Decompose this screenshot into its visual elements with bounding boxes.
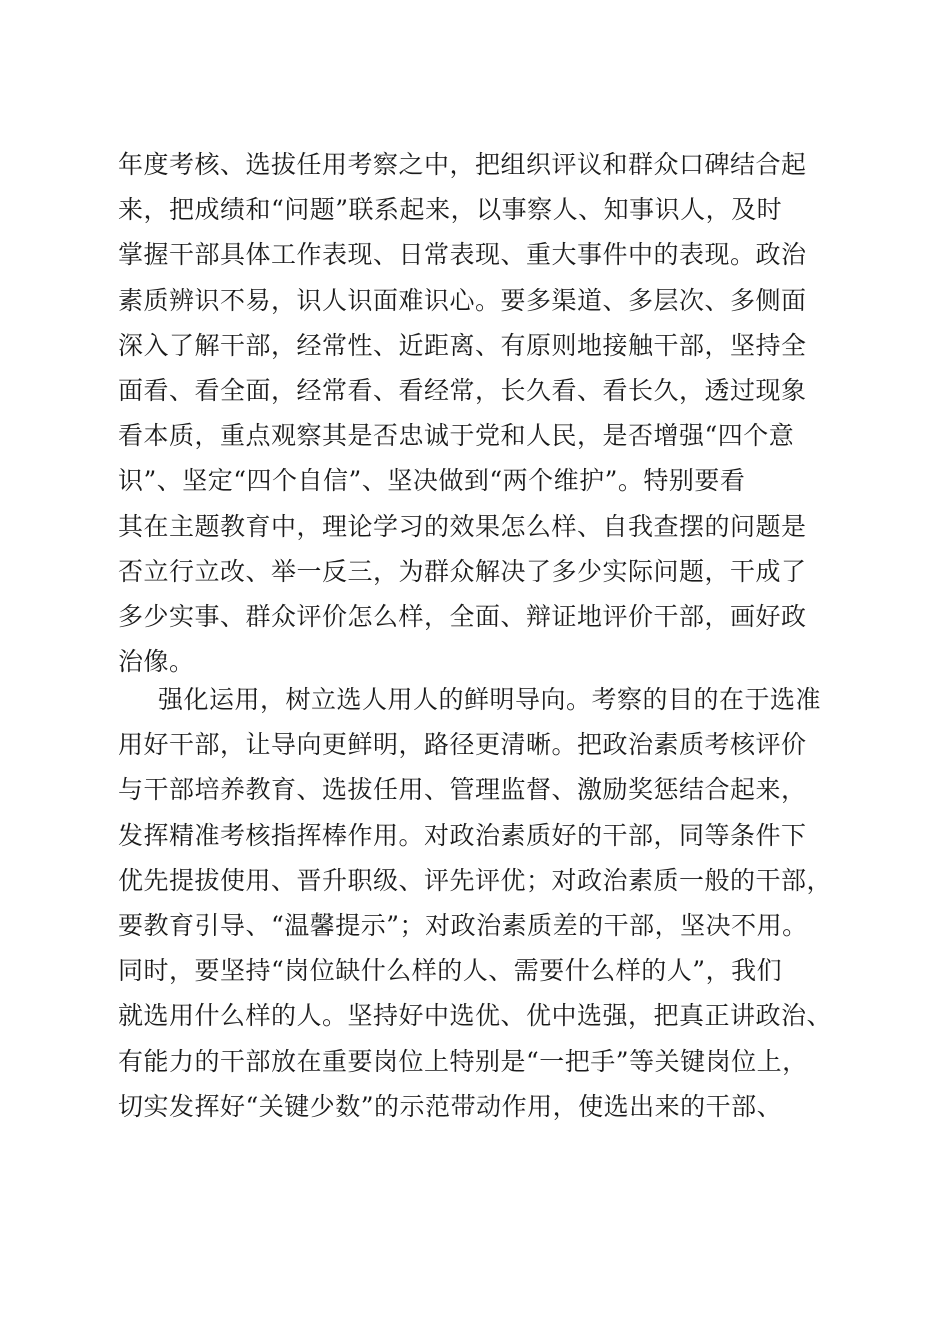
paragraph-line: 要教育引导、“温馨提示”；对政治素质差的干部，坚决不用。 (118, 910, 808, 940)
paragraph-line: 治像。 (118, 647, 195, 677)
paragraph-line: 用好干部，让导向更鲜明，路径更清晰。把政治素质考核评价 (118, 730, 807, 760)
paragraph-line: 素质辨识不易，识人识面难识心。要多渠道、多层次、多侧面 (118, 285, 807, 315)
paragraph-1 (118, 142, 838, 684)
paragraph-line: 否立行立改、举一反三，为群众解决了多少实际问题，干成了 (118, 556, 807, 586)
paragraph-line: 来，把成绩和“问题”联系起来，以事察人、知事识人，及时 (118, 195, 783, 225)
paragraph-line: 年度考核、选拔任用考察之中，把组织评议和群众口碑结合起 (118, 150, 807, 179)
paragraph-line: 就选用什么样的人。坚持好中选优、优中选强，把真正讲政治、 (118, 1001, 833, 1031)
paragraph-line: 发挥精准考核指挥棒作用。对政治素质好的干部，同等条件下 (118, 820, 807, 850)
paragraph-line: 多少实事、群众评价怎么样，全面、辩证地评价干部，画好政 (118, 601, 807, 631)
paragraph-line: 优先提拔使用、晋升职级、评先评优；对政治素质一般的干部， (118, 865, 833, 895)
paragraph-line: 深入了解干部，经常性、近距离、有原则地接触干部，坚持全 (118, 330, 807, 360)
paragraph-line: 识”、坚定“四个自信”、坚决做到“两个维护”。特别要看 (118, 466, 746, 496)
paragraph-2 (118, 677, 838, 1129)
paragraph-line: 其在主题教育中，理论学习的效果怎么样、自我查摆的问题是 (118, 511, 807, 541)
paragraph-line: 强化运用，树立选人用人的鲜明导向。考察的目的在于选准 (158, 685, 822, 714)
paragraph-line: 掌握干部具体工作表现、日常表现、重大事件中的表现。政治 (118, 240, 807, 270)
paragraph-line: 与干部培养教育、选拔任用、管理监督、激励奖惩结合起来， (118, 775, 807, 805)
paragraph-line: 有能力的干部放在重要岗位上特别是“一把手”等关键岗位上， (118, 1046, 808, 1076)
paragraph-line: 看本质，重点观察其是否忠诚于党和人民，是否增强“四个意 (118, 421, 795, 451)
paragraph-line: 面看、看全面，经常看、看经常，长久看、看长久，透过现象 (118, 375, 807, 405)
paragraph-line: 切实发挥好“关键少数”的示范带动作用，使选出来的干部、 (118, 1091, 783, 1121)
paragraph-line: 同时，要坚持“岗位缺什么样的人、需要什么样的人”，我们 (118, 956, 783, 986)
